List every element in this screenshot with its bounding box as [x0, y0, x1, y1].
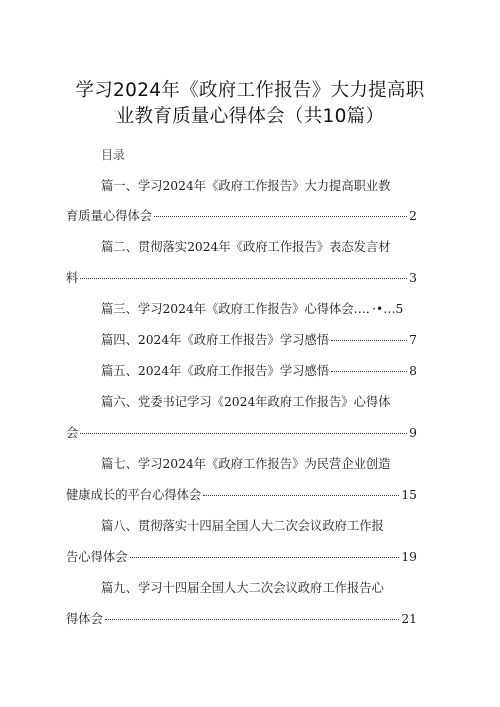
toc-entry-6-line-1: 篇六、党委书记学习《2024年政府工作报告》心得体 [101, 395, 391, 409]
toc-leader-dots [80, 433, 407, 434]
toc-entry-2-line-1: 篇二、贯彻落实2024年《政府工作报告》表态发言材 [101, 240, 391, 254]
toc-entry-3: 篇三、学习2024年《政府工作报告》心得体会…．·•…5 [101, 302, 404, 316]
toc-entry-8-line-2 [66, 547, 417, 565]
toc-leader-dots [154, 216, 407, 217]
toc-entry-5 [101, 361, 417, 379]
toc-leader-dots [331, 371, 407, 372]
toc-entry-4-page: 7 [409, 333, 417, 347]
toc-entry-8-text: 告心得体会 [66, 550, 128, 564]
toc-entry-7-text: 健康成长的平台心得体会 [66, 488, 202, 502]
toc-leader-dots [331, 340, 407, 341]
toc-entry-1-text: 育质量心得体会 [66, 209, 153, 223]
toc-entry-6-page: 9 [409, 426, 417, 440]
toc-entry-1-page: 2 [409, 209, 417, 223]
toc-entry-5-page: 8 [409, 364, 417, 378]
document-title-line-1: 学习2024年《政府工作报告》大力提高职 [75, 80, 425, 101]
toc-entry-9-line-1: 篇九、学习十四届全国人大二次会议政府工作报告心 [101, 581, 384, 595]
toc-entry-1-line-1: 篇一、学习2024年《政府工作报告》大力提高职业教 [101, 179, 391, 193]
toc-entry-7-page: 15 [401, 488, 417, 502]
toc-entry-7-line-1: 篇七、学习2024年《政府工作报告》为民营企业创造 [101, 457, 391, 471]
toc-label: 目录 [101, 148, 126, 162]
toc-entry-6-text: 会 [66, 426, 79, 440]
toc-entry-2-page: 3 [409, 271, 417, 285]
toc-leader-dots [105, 619, 399, 620]
document-title-line-2: 业教育质量心得体会（共10篇） [115, 106, 385, 127]
toc-entry-2-text: 料 [66, 271, 79, 285]
toc-leader-dots [203, 495, 399, 496]
toc-entry-5-text: 篇五、2024年《政府工作报告》学习感悟 [101, 364, 330, 378]
toc-entry-2-line-2 [66, 268, 417, 286]
toc-entry-1-line-2 [66, 206, 417, 224]
toc-entry-7-line-2 [66, 485, 417, 503]
toc-entry-8-page: 19 [401, 550, 417, 564]
toc-entry-9-line-2 [66, 609, 417, 627]
toc-entry-9-page: 21 [401, 612, 417, 626]
toc-leader-dots [130, 557, 400, 558]
toc-entry-9-text: 得体会 [66, 612, 103, 626]
toc-leader-dots [80, 278, 407, 279]
toc-entry-4 [101, 330, 417, 348]
toc-entry-8-line-1: 篇八、贯彻落实十四届全国人大二次会议政府工作报 [101, 519, 384, 533]
toc-entry-4-text: 篇四、2024年《政府工作报告》学习感悟 [101, 333, 330, 347]
toc-entry-6-line-2 [66, 423, 417, 441]
